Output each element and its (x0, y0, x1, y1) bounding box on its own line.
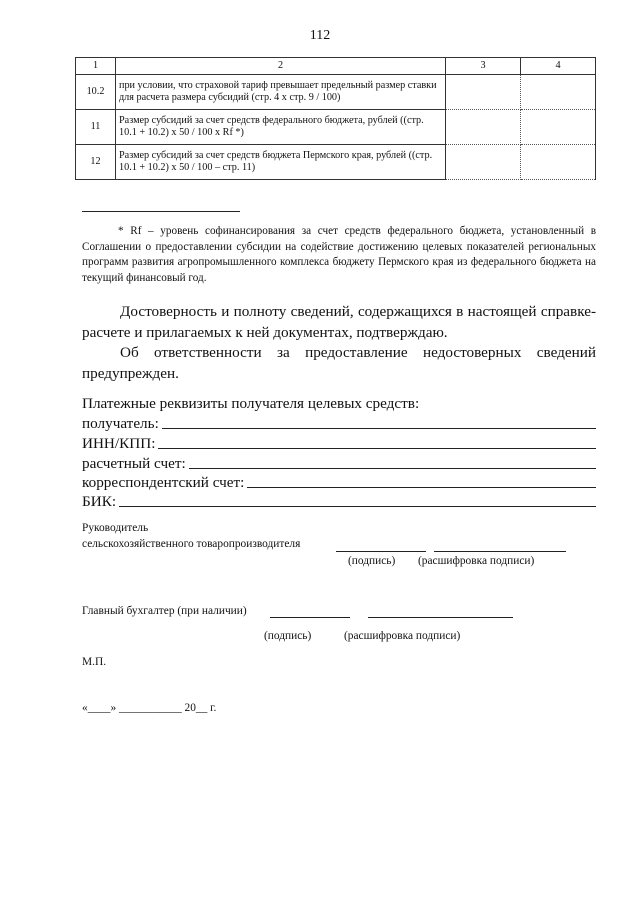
row-value-cell[interactable] (446, 110, 521, 145)
row-description: Размер субсидий за счет средств федерального бюджета, рублей ((стр. 10.1 + 10.2) x 50 / 100 x Rf *) (116, 110, 446, 145)
requisites-title: Платежные реквизиты получателя целевых средств: (82, 395, 420, 412)
accountant-signature-line[interactable] (270, 617, 350, 618)
row-description: Размер субсидий за счет средств бюджета Пермского края, рублей ((стр. 10.1 + 10.2) x 50 / 100 – стр. 11) (116, 145, 446, 180)
requisite-label: корреспондентский счет: (82, 474, 245, 491)
corr-account-field-line[interactable] (247, 487, 596, 488)
account-field-line[interactable] (189, 468, 596, 469)
footnote-text: * Rf – уровень софинансирования за счет средств федерального бюджета, установленный в Соглашении о предоставлении субсидии на содействие достижению целевых показателей региональных программ развития агропромышленного комплекса бюджету Пермского края из федерального бюджета на текущий финансовый год. (82, 225, 596, 284)
requisite-recipient (82, 413, 596, 433)
recipient-field-line[interactable] (162, 428, 596, 429)
table-row (76, 110, 596, 145)
footnote-separator (82, 211, 240, 212)
row-number: 12 (76, 145, 116, 180)
requisite-label: ИНН/КПП: (82, 435, 156, 452)
confirmation-text: Достоверность и полноту сведений, содержащихся в настоящей справке-расчете и прилагаемых к ней документах, подтверждаю. (82, 303, 596, 341)
row-value-cell[interactable] (521, 75, 596, 110)
head-signature-line[interactable] (336, 551, 426, 552)
requisite-inn-kpp (82, 433, 596, 453)
inn-kpp-field-line[interactable] (158, 448, 596, 449)
subsidy-table (75, 57, 596, 180)
row-number: 10.2 (76, 75, 116, 110)
row-value-cell[interactable] (446, 75, 521, 110)
accountant-label: Главный бухгалтер (при наличии) (82, 605, 247, 617)
table-header-cell: 2 (116, 58, 446, 75)
row-number: 11 (76, 110, 116, 145)
requisite-bik (82, 491, 596, 511)
accountant-sign-caption: (подпись) (264, 630, 312, 642)
requisite-corr-account (82, 472, 596, 492)
responsibility-text: Об ответственности за предоставление недостоверных сведений предупрежден. (82, 344, 596, 382)
table-header-row (76, 58, 596, 75)
page-number: 112 (309, 28, 331, 43)
table-header-cell: 1 (76, 58, 116, 75)
head-decode-line[interactable] (434, 551, 566, 552)
accountant-decode-line[interactable] (368, 617, 513, 618)
requisite-label: расчетный счет: (82, 455, 186, 472)
requisite-label: БИК: (82, 493, 117, 510)
requisite-account (82, 453, 596, 473)
table-row (76, 75, 596, 110)
row-value-cell[interactable] (446, 145, 521, 180)
accountant-decode-caption: (расшифровка подписи) (344, 630, 461, 642)
head-sign-caption: (подпись) (348, 555, 396, 567)
table-row (76, 145, 596, 180)
date-line[interactable]: «____» ___________ 20__ г. (82, 702, 217, 714)
row-value-cell[interactable] (521, 145, 596, 180)
stamp-mark: М.П. (82, 656, 107, 668)
table-header-cell: 3 (446, 58, 521, 75)
requisite-label: получатель: (82, 415, 159, 432)
head-title: Руководитель (82, 522, 149, 534)
head-decode-caption: (расшифровка подписи) (418, 555, 535, 567)
bik-field-line[interactable] (119, 506, 596, 507)
row-description: при условии, что страховой тариф превышает предельный размер ставки для расчета размера субсидий (стр. 4 x стр. 9 / 100) (116, 75, 446, 110)
row-value-cell[interactable] (521, 110, 596, 145)
head-organization: сельскохозяйственного товаропроизводителя (82, 538, 301, 550)
table-header-cell: 4 (521, 58, 596, 75)
